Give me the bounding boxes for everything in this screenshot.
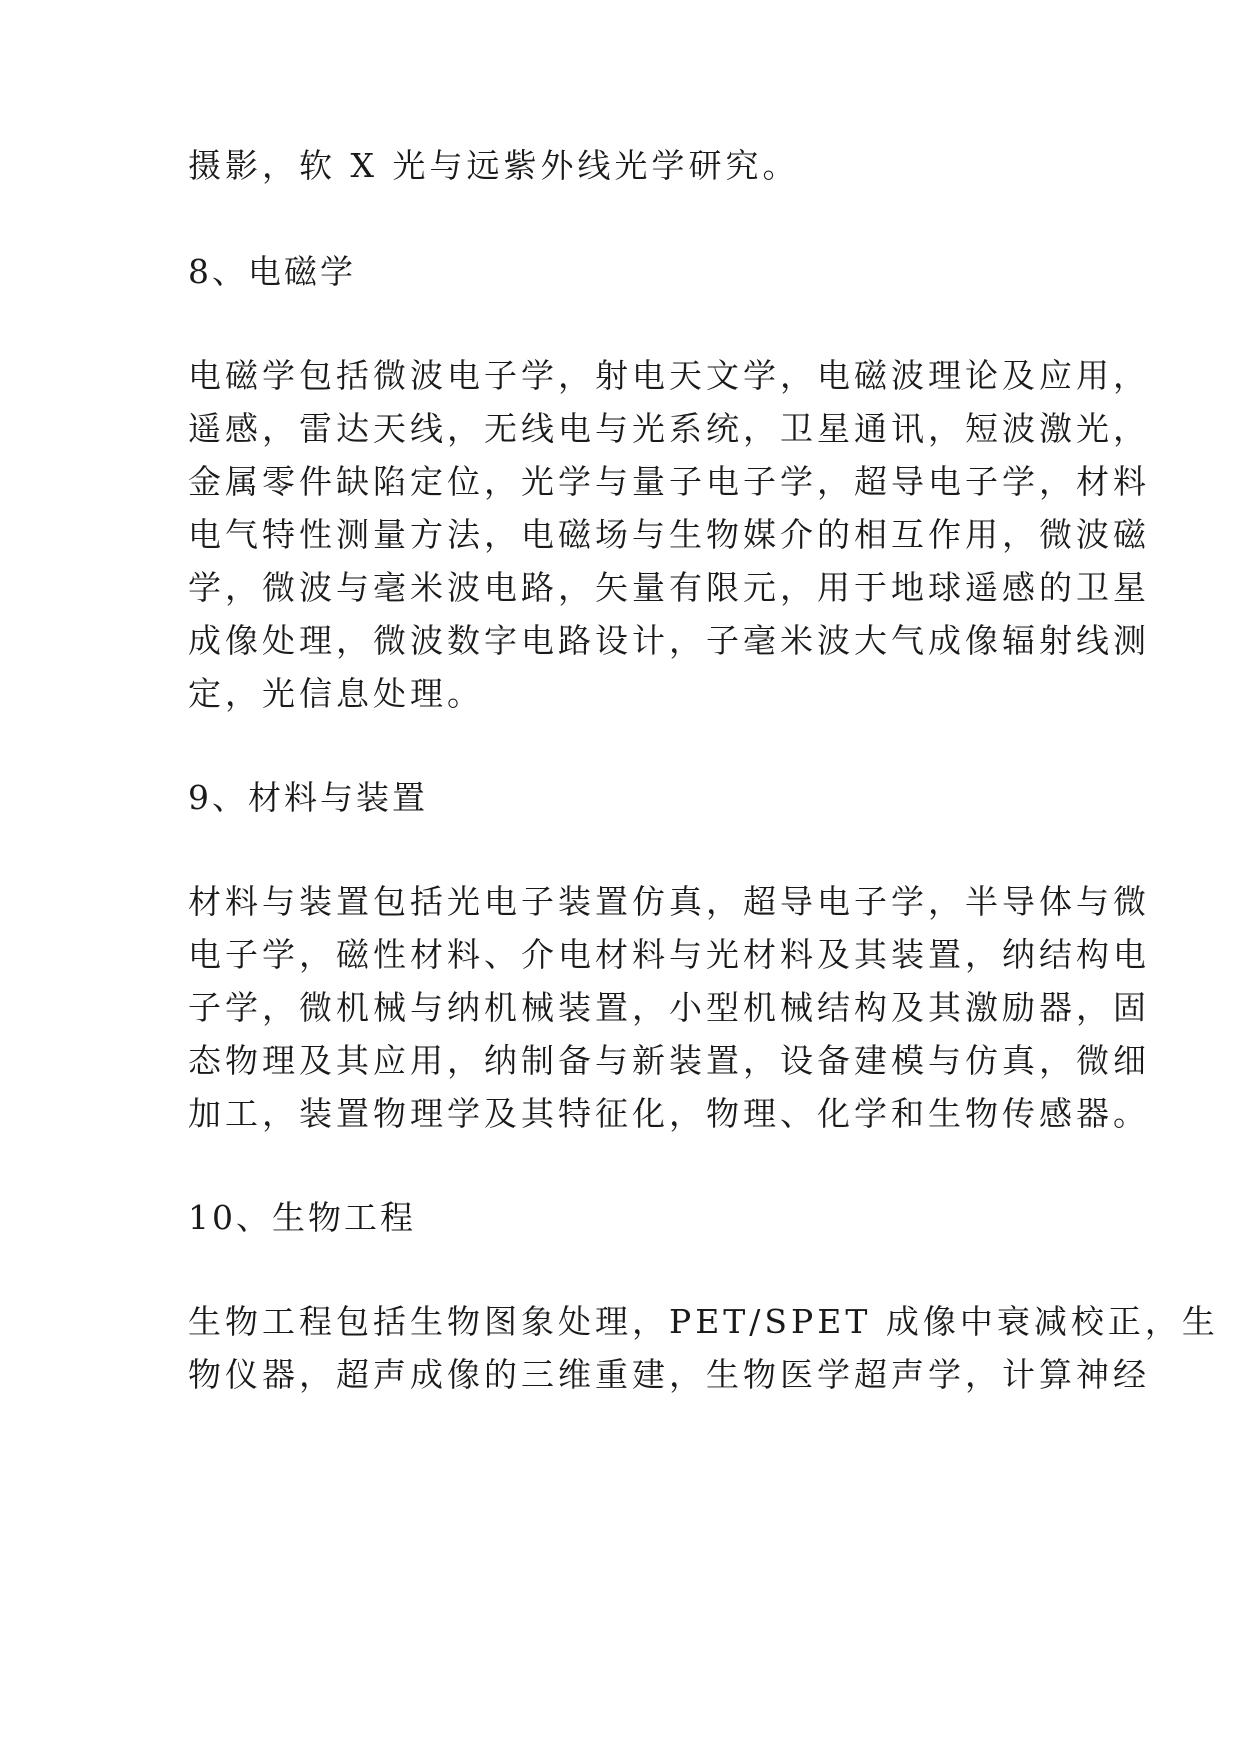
paragraph-line: 生物工程包括生物图象处理，PET/SPET 成像中衰减校正，生 — [188, 1302, 1219, 1341]
paragraph-line: 遥感，雷达天线，无线电与光系统，卫星通讯，短波激光， — [188, 409, 1150, 448]
section-heading-bioengineering: 10、生物工程 — [188, 1198, 416, 1237]
paragraph-line: 金属零件缺陷定位，光学与量子电子学，超导电子学，材料 — [188, 462, 1150, 501]
paragraph-line: 电磁学包括微波电子学，射电天文学，电磁波理论及应用， — [188, 356, 1150, 395]
paragraph-line: 态物理及其应用，纳制备与新装置，设备建模与仿真，微细 — [188, 1041, 1150, 1080]
paragraph-line: 物仪器，超声成像的三维重建，生物医学超声学，计算神经 — [188, 1355, 1150, 1394]
paragraph-line: 电气特性测量方法，电磁场与生物媒介的相互作用，微波磁 — [188, 515, 1150, 554]
section-heading-electromagnetics: 8、电磁学 — [188, 252, 356, 291]
paragraph-line: 材料与装置包括光电子装置仿真，超导电子学，半导体与微 — [188, 882, 1150, 921]
section-heading-materials-devices: 9、材料与装置 — [188, 778, 428, 817]
paragraph-line: 定，光信息处理。 — [188, 674, 484, 713]
paragraph-line: 电子学，磁性材料、介电材料与光材料及其装置，纳结构电 — [188, 935, 1150, 974]
paragraph-line: 成像处理，微波数字电路设计，子毫米波大气成像辐射线测 — [188, 621, 1150, 660]
paragraph-continuation-line: 摄影，软 X 光与远紫外线光学研究。 — [188, 146, 800, 185]
paragraph-line: 加工，装置物理学及其特征化，物理、化学和生物传感器。 — [188, 1094, 1150, 1133]
paragraph-line: 学，微波与毫米波电路，矢量有限元，用于地球遥感的卫星 — [188, 568, 1150, 607]
paragraph-line: 子学，微机械与纳机械装置，小型机械结构及其激励器，固 — [188, 988, 1150, 1027]
